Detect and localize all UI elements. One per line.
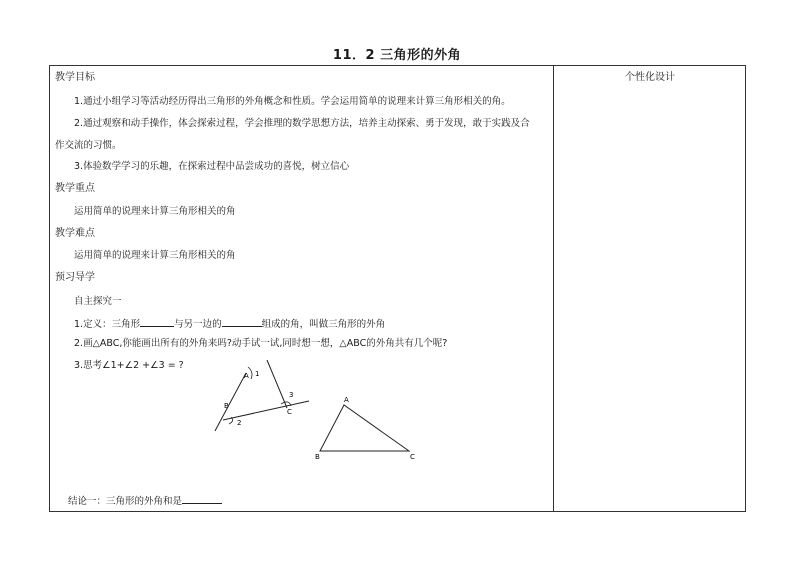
goal-2-line-2: 作交流的习惯。 (55, 140, 122, 151)
conclusion-1 (68, 493, 222, 508)
q1-blank-2 (222, 316, 262, 327)
q1-part-c: 组成的角，叫做三角形的外角 (261, 319, 386, 330)
label-b: B (315, 453, 320, 461)
exterior-angle-figure (205, 360, 320, 435)
question-2: 2.画△ABC,你能画出所有的外角来吗?动手试一试,同时想一想，△ABC的外角共有几个呢? (74, 338, 448, 349)
label-c: C (287, 408, 292, 416)
goal-2-line-1: 2.通过观察和动手操作，体会探索过程，学会推理的数学思想方法，培养主动探索、勇于发现，敢于实践及合 (74, 118, 530, 129)
q1-blank-1 (140, 316, 174, 327)
page-title: 11．2 三角形的外角 (332, 48, 462, 63)
explore-heading: 自主探究一 (74, 296, 122, 307)
q1-part-a: 1.定义：三角形 (74, 319, 141, 330)
triangle-abc-figure (310, 393, 420, 463)
label-1: 1 (255, 370, 260, 378)
goals-heading: 教学目标 (55, 72, 95, 83)
conclusion-text: 结论一：三角形的外角和是 (68, 496, 183, 507)
difficulty-text: 运用简单的说理来计算三角形相关的角 (74, 250, 236, 261)
column-divider (553, 65, 554, 512)
question-1 (74, 316, 385, 331)
label-2: 2 (237, 419, 242, 427)
keypoint-text: 运用简单的说理来计算三角形相关的角 (74, 206, 236, 217)
label-a: A (344, 396, 349, 404)
difficulty-heading: 教学难点 (55, 228, 95, 239)
q1-part-b: 与另一边的 (174, 319, 222, 330)
conclusion-blank (182, 493, 222, 504)
personalized-design-heading: 个性化设计 (625, 72, 675, 83)
label-a: A (244, 372, 249, 380)
side-bc-line (223, 401, 309, 420)
question-3: 3.思考∠1+∠2 +∠3 = ? (74, 360, 184, 371)
label-c: C (410, 453, 415, 461)
label-b: B (224, 402, 229, 410)
side-ac-line (267, 360, 287, 408)
triangle-abc (320, 405, 409, 451)
keypoint-heading: 教学重点 (55, 183, 95, 194)
goal-3: 3.体验数学学习的乐趣，在探索过程中品尝成功的喜悦，树立信心 (74, 161, 350, 172)
preview-heading: 预习导学 (55, 272, 95, 283)
goal-1: 1.通过小组学习等活动经历得出三角形的外角概念和性质。学会运用简单的说理来计算三角形相关的角。 (74, 96, 511, 107)
label-3: 3 (289, 391, 294, 399)
